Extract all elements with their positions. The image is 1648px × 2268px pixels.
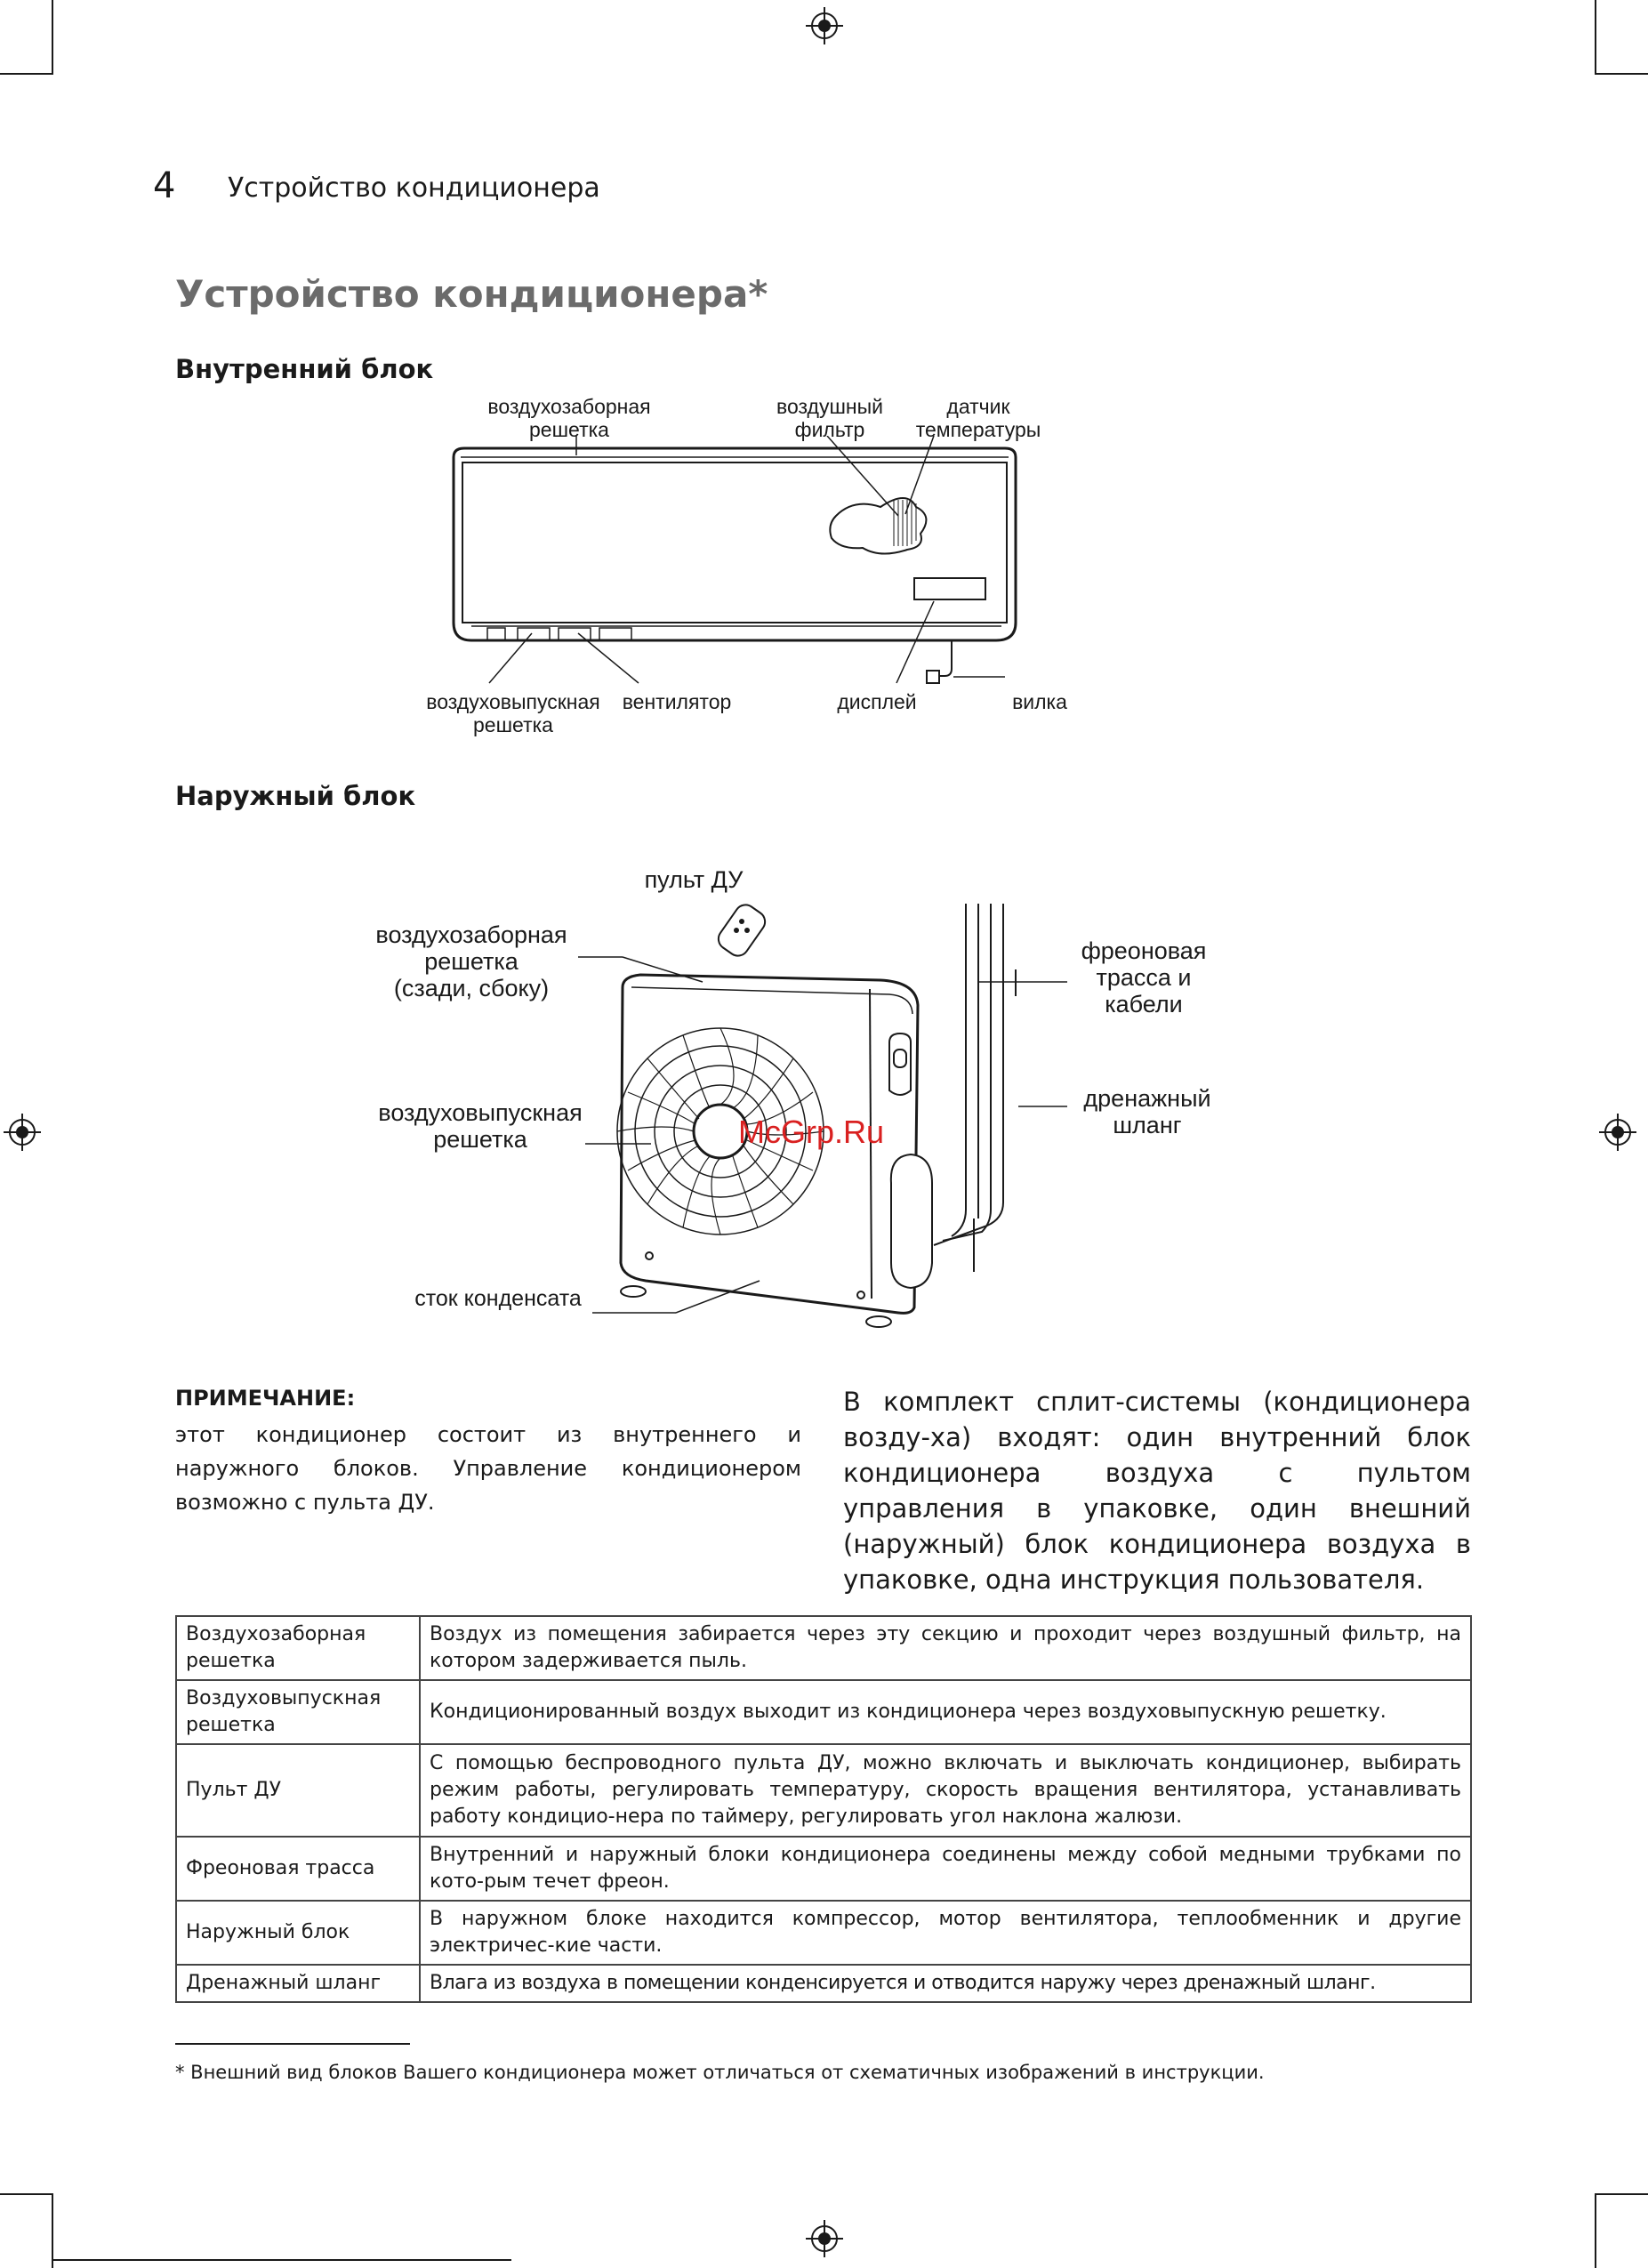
indoor-display-label: дисплей [837,690,917,713]
kit-contents-text: В комплект сплит-системы (кондиционера возду-ха) входят: один внутренний блок кондиционера воздуха с пультом управления в упаковке, один внешний (наружный) блок кондиционера воздуха в упаковке, одна инструкция пользователя. [843,1387,1471,1595]
table-cell-desc: В наружном блоке находится компрессор, мотор вентилятора, теплообменник и другие электричес-кие части. [420,1901,1471,1965]
table-cell-desc: Влага из воздуха в помещении конденсируется и отводится наружу через дренажный шланг. [420,1965,1471,2002]
indoor-intake-grille-label: воздухозаборная решетка [487,395,651,441]
page-number: 4 [153,165,176,206]
table-cell-desc: С помощью беспроводного пульта ДУ, можно включать и выключать кондиционер, выбирать режим работы, регулировать температуру, скорость вращения вентилятора, устанавливать работу кондицио-нера по таймеру, регулировать угол наклона жалюзи. [420,1744,1471,1837]
outdoor-unit-diagram [569,889,1067,1334]
remote-control-icon [714,901,769,961]
outdoor-freon-line-label: фреоновая трасса и кабели [1081,937,1207,1017]
crop-mark [0,73,53,75]
running-title: Устройство кондиционера [228,173,600,204]
component-table [175,1615,1472,2003]
crop-mark [1595,2195,1596,2268]
outdoor-outlet-grille-label: воздуховыпускная решетка [378,1099,583,1153]
indoor-air-filter-label: воздушный фильтр [776,395,883,441]
registration-mark-icon [4,1114,41,1151]
indoor-fan-label: вентилятор [622,690,732,713]
registration-mark-icon [806,7,843,44]
crop-mark [52,2195,53,2268]
table-cell-desc: Внутренний и наружный блоки кондиционера соединены между собой медными трубками по кото-рым течет фреон. [420,1837,1471,1901]
footnote-rule [175,2043,410,2045]
indoor-temp-sensor-label: датчик температуры [915,395,1041,441]
crop-mark [1595,73,1648,75]
table-row [176,1680,1471,1744]
crop-mark [1595,0,1596,73]
table-row [176,1965,1471,2002]
outdoor-unit-heading: Наружный блок [175,781,416,811]
outdoor-intake-grille-label: воздухозаборная решетка (сзади, сбоку) [375,921,567,1001]
table-row [176,1744,1471,1837]
registration-mark-icon [1599,1114,1636,1151]
indoor-outlet-grille-label: воздуховыпускная решетка [426,690,600,736]
table-cell-term: Фреоновая трасса [176,1837,420,1901]
page-title: Устройство кондиционера* [175,272,768,316]
crop-mark [52,0,53,73]
indoor-plug-label: вилка [1012,690,1067,713]
table-cell-desc: Кондиционированный воздух выходит из кондиционера через воздуховыпускную решетку. [420,1680,1471,1744]
table-cell-desc: Воздух из помещения забирается через эту секцию и проходит через воздушный фильтр, на котором задерживается пыль. [420,1616,1471,1680]
table-cell-term: Наружный блок [176,1901,420,1965]
crop-mark [1595,2193,1648,2195]
outdoor-remote-label: пульт ДУ [644,866,744,893]
footnote: * Внешний вид блоков Вашего кондиционера может отличаться от схематичных изображений в инструкции. [175,2062,1265,2083]
table-cell-term: Воздухозаборная решетка [176,1616,420,1680]
indoor-unit-diagram [436,436,1112,729]
outdoor-drain-hose-label: дренажный шланг [1083,1085,1211,1138]
registration-mark-icon [806,2220,843,2257]
table-cell-term: Дренажный шланг [176,1965,420,2002]
table-row [176,1837,1471,1901]
bottom-rule [53,2259,511,2261]
watermark: McGrp.Ru [738,1114,885,1150]
table-cell-term: Пульт ДУ [176,1744,420,1837]
indoor-unit-heading: Внутренний блок [175,354,434,384]
note-heading: ПРИМЕЧАНИЕ: [175,1386,356,1411]
table-row [176,1616,1471,1680]
outdoor-condensate-label: сток конденсата [414,1286,582,1311]
crop-mark [0,2193,53,2195]
table-row [176,1901,1471,1965]
table-cell-term: Воздуховыпускная решетка [176,1680,420,1744]
note-text: этот кондиционер состоит из внутреннего и наружного блоков. Управление кондиционером возможно с пульта ДУ. [175,1422,801,1515]
